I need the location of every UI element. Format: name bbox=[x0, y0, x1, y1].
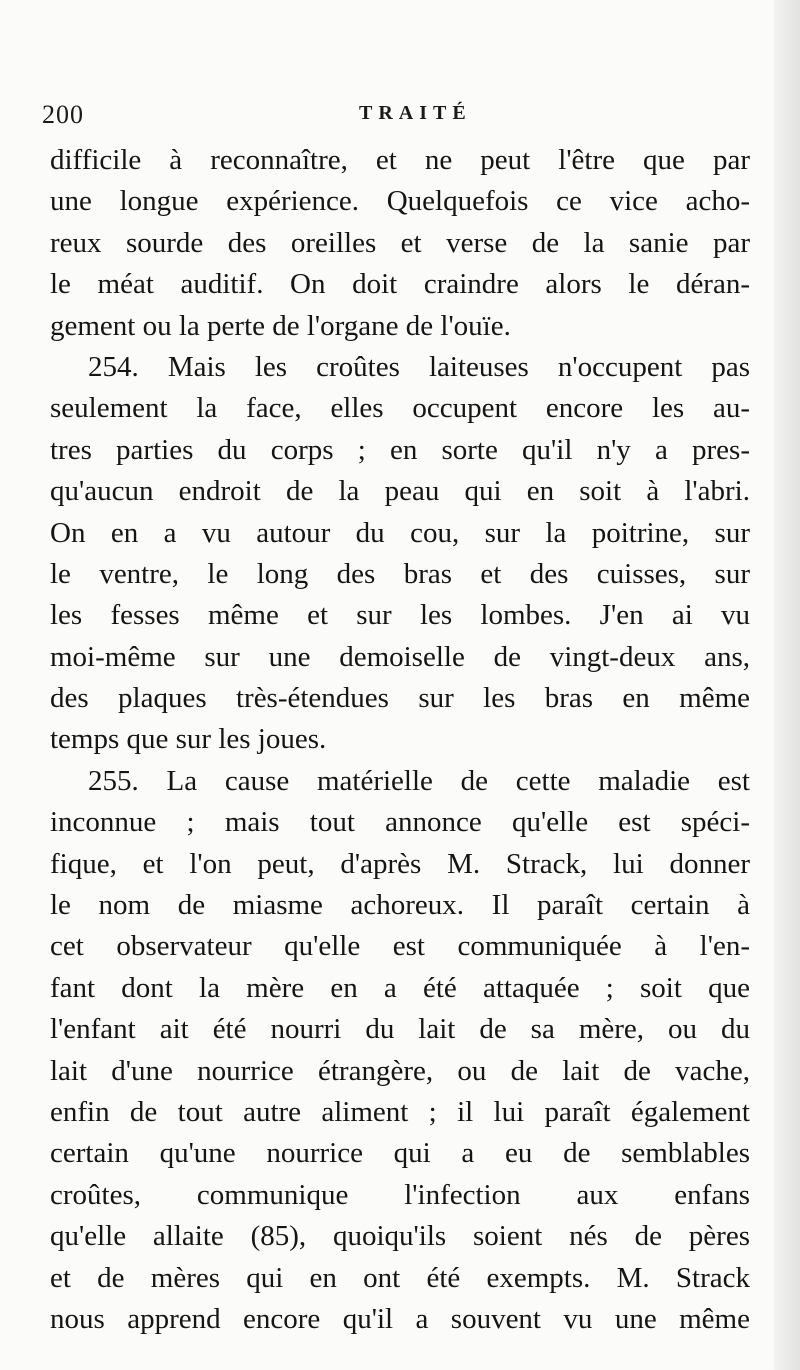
text-line: enfin de tout autre aliment ; il lui paraît également bbox=[50, 1095, 750, 1128]
running-title: TRAITÉ bbox=[359, 102, 472, 124]
text-line: le nom de miasme achoreux. Il paraît certain à bbox=[50, 889, 750, 922]
text-line: l'enfant ait été nourri du lait de sa mère, ou du bbox=[50, 1013, 750, 1046]
text-line: reux sourde des oreilles et verse de la sanie par bbox=[50, 226, 750, 259]
text-line: inconnue ; mais tout annonce qu'elle est spéci- bbox=[50, 806, 750, 839]
text-line: lait d'une nourrice étrangère, ou de lait de vache, bbox=[50, 1054, 750, 1087]
text-line: croûtes, communique l'infection aux enfans bbox=[50, 1178, 750, 1211]
text-line: cet observateur qu'elle est communiquée à l'en- bbox=[50, 930, 750, 963]
text-line: le méat auditif. On doit craindre alors le déran- bbox=[50, 268, 750, 301]
page-number: 200 bbox=[42, 100, 84, 129]
paragraph-255-start: 255. La cause matérielle de cette maladie est bbox=[88, 764, 750, 797]
text-line: nous apprend encore qu'il a souvent vu une même bbox=[50, 1302, 750, 1335]
text-line: fique, et l'on peut, d'après M. Strack, lui donner bbox=[50, 847, 750, 880]
text-line: certain qu'une nourrice qui a eu de semblables bbox=[50, 1137, 750, 1170]
text-line: fant dont la mère en a été attaquée ; soit que bbox=[50, 971, 750, 1004]
text-line: On en a vu autour du cou, sur la poitrine, sur bbox=[50, 516, 750, 549]
body-text bbox=[50, 140, 750, 1340]
text-line: moi-même sur une demoiselle de vingt-deux ans, bbox=[50, 640, 750, 673]
text-line: temps que sur les joues. bbox=[50, 723, 327, 756]
text-line: et de mères qui en ont été exempts. M. Strack bbox=[50, 1261, 750, 1294]
text-line: tres parties du corps ; en sorte qu'il n'y a pres- bbox=[50, 433, 750, 466]
text-line: gement ou la perte de l'organe de l'ouïe. bbox=[50, 309, 511, 342]
text-line: qu'aucun endroit de la peau qui en soit à l'abri. bbox=[50, 475, 750, 508]
text-line: des plaques très-étendues sur les bras en même bbox=[50, 682, 750, 715]
text-line: le ventre, le long des bras et des cuisses, sur bbox=[50, 557, 750, 590]
text-line: difficile à reconnaître, et ne peut l'être que par bbox=[50, 144, 750, 176]
page-header bbox=[34, 100, 754, 134]
page-edge-shadow bbox=[774, 0, 800, 1370]
text-line: qu'elle allaite (85), quoiqu'ils soient nés de pères bbox=[50, 1220, 750, 1253]
text-line: une longue expérience. Quelquefois ce vice acho- bbox=[50, 185, 750, 218]
text-line: seulement la face, elles occupent encore les au- bbox=[50, 392, 750, 425]
text-line: les fesses même et sur les lombes. J'en ai vu bbox=[50, 599, 750, 632]
paragraph-254-start: 254. Mais les croûtes laiteuses n'occupent pas bbox=[88, 350, 750, 383]
